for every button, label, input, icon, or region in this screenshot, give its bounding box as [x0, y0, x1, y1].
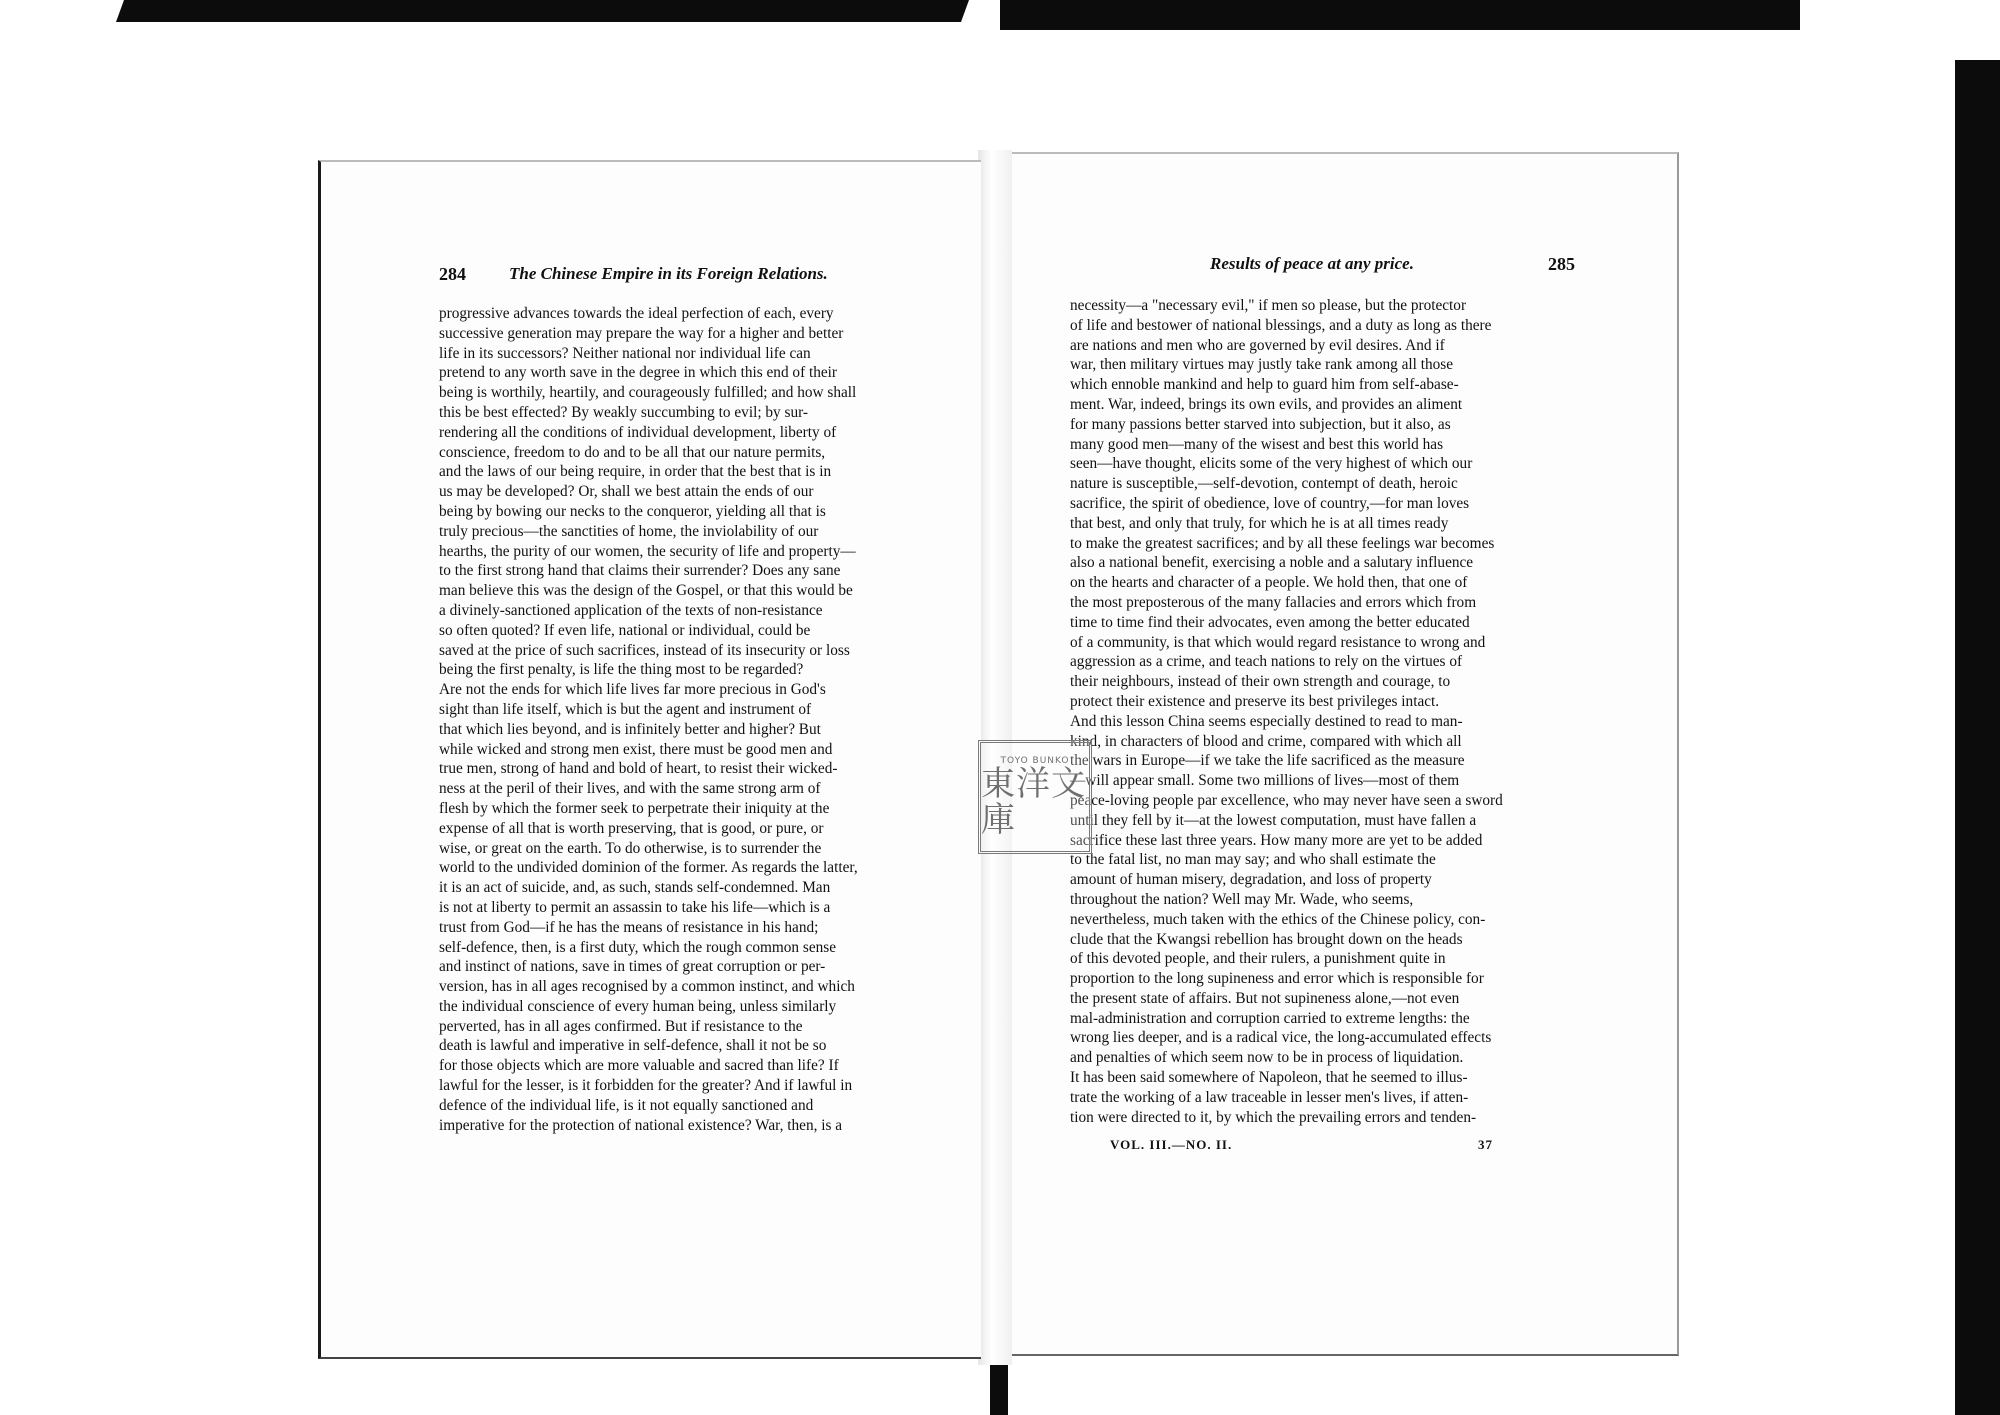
right-body-text: [1070, 296, 1580, 1127]
text-line: a divinely-sanctioned application of the texts of non-resistance: [439, 601, 823, 619]
text-line: death is lawful and imperative in self-defence, shall it not be so: [439, 1037, 827, 1055]
text-line: It has been said somewhere of Napoleon, that he seemed to illus-: [1070, 1069, 1468, 1087]
text-line: self-defence, then, is a first duty, which the rough common sense: [439, 938, 837, 956]
text-line: the wars in Europe—if we take the life sacrificed as the measure: [1070, 752, 1465, 770]
left-page-number: 284: [439, 264, 466, 284]
text-line: it is an act of suicide, and, as such, stands self-condemned. Man: [439, 879, 831, 897]
text-line: war, then military virtues may justly take rank among all those: [1070, 356, 1453, 374]
text-line: that which lies beyond, and is infinitely better and higher? But: [439, 720, 821, 738]
sheet-number: 37: [1478, 1137, 1493, 1152]
text-line: tion were directed to it, by which the prevailing errors and tenden-: [1070, 1108, 1477, 1126]
text-line: nature is susceptible,—self-devotion, contempt of death, heroic: [1070, 475, 1458, 493]
text-line: seen—have thought, elicits some of the very highest of which our: [1070, 455, 1473, 473]
text-line: and instinct of nations, save in times of great corruption or per-: [439, 958, 826, 976]
right-page: [1012, 152, 1679, 1356]
text-line: are nations and men who are governed by evil desires. And if: [1070, 336, 1445, 354]
text-line: progressive advances towards the ideal perfection of each, every: [439, 305, 834, 322]
text-line: kind, in characters of blood and crime, compared with which all: [1070, 732, 1462, 750]
text-line: proportion to the long supineness and error which is responsible for: [1070, 970, 1484, 988]
text-line: saved at the price of such sacrifices, instead of its insecurity or loss: [439, 641, 850, 659]
left-page-header: [439, 264, 959, 288]
text-line: true men, strong of hand and bold of heart, to resist their wicked-: [439, 760, 838, 778]
text-line: while wicked and strong men exist, there must be good men and: [439, 740, 833, 758]
text-line: which ennoble mankind and help to guard him from self-abase-: [1070, 376, 1459, 394]
text-line: the present state of affairs. But not supineness alone,—not even: [1070, 989, 1460, 1007]
scan-edge-top-left: [116, 0, 969, 22]
text-line: Are not the ends for which life lives far more precious in God's: [439, 681, 826, 699]
text-line: And this lesson China seems especially destined to read to man-: [1070, 712, 1463, 730]
text-line: conscience, freedom to do and to be all that our nature permits,: [439, 443, 826, 461]
scan-edge-top-right: [1000, 0, 1800, 30]
text-line: ness at the peril of their lives, and with the same strong arm of: [439, 780, 821, 798]
text-line: successive generation may prepare the way for a higher and better: [439, 324, 844, 342]
text-line: until they fell by it—at the lowest computation, must have fallen a: [1070, 811, 1477, 829]
text-line: and penalties of which seem now to be in process of liquidation.: [1070, 1049, 1464, 1067]
text-line: being the first penalty, is life the thing most to be regarded?: [439, 661, 804, 679]
text-line: to make the greatest sacrifices; and by all these feelings war becomes: [1070, 534, 1495, 552]
text-line: peace-loving people par excellence, who may never have seen a sword: [1070, 791, 1503, 809]
text-line: on the hearts and character of a people. We hold then, that one of: [1070, 574, 1468, 592]
stamp-seal-glyphs: 東洋文庫: [981, 764, 1086, 840]
text-line: life in its successors? Neither national nor individual life can: [439, 344, 811, 362]
text-line: pretend to any worth save in the degree in which this end of their: [439, 364, 838, 382]
text-line: lawful for the lesser, is it forbidden for the greater? And if lawful in: [439, 1077, 853, 1095]
text-line: wrong lies deeper, and is a radical vice, the long-accumulated effects: [1070, 1029, 1492, 1047]
left-body-text: [439, 304, 949, 1135]
scan-edge-spine: [990, 1360, 1008, 1415]
stamp-label: TOYO BUNKO: [1000, 756, 1070, 766]
page-footer: [1070, 1137, 1580, 1157]
text-line: of a community, is that which would regard resistance to wrong and: [1070, 633, 1486, 651]
text-line: man believe this was the design of the Gospel, or that this would be: [439, 582, 853, 600]
text-line: —will appear small. Some two millions of lives—most of them: [1070, 772, 1460, 790]
text-line: flesh by which the former seek to perpetrate their iniquity at the: [439, 799, 830, 817]
right-page-number: 285: [1548, 254, 1575, 274]
text-line: defence of the individual life, is it not equally sanctioned and: [439, 1096, 814, 1114]
text-line: that best, and only that truly, for which he is at all times ready: [1070, 514, 1449, 532]
text-line: protect their existence and preserve its best privileges intact.: [1070, 692, 1440, 710]
text-line: many good men—many of the wisest and best this world has: [1070, 435, 1444, 453]
text-line: so often quoted? If even life, national or individual, could be: [439, 621, 811, 639]
text-line: hearths, the purity of our women, the security of life and property—: [439, 542, 856, 560]
text-line: this be best effected? By weakly succumbing to evil; by sur-: [439, 403, 808, 421]
text-line: wise, or great on the earth. To do otherwise, is to surrender the: [439, 839, 822, 857]
text-line: clude that the Kwangsi rebellion has brought down on the heads: [1070, 930, 1463, 948]
text-line: world to the undivided dominion of the former. As regards the latter,: [439, 859, 858, 877]
text-line: trust from God—if he has the means of resistance in his hand;: [439, 918, 819, 936]
text-line: sight than life itself, which is but the agent and instrument of: [439, 700, 812, 718]
text-line: being is worthily, heartily, and courageously fulfilled; and how shall: [439, 384, 857, 402]
text-line: the most preposterous of the many fallacies and errors which from: [1070, 593, 1477, 611]
text-line: to the first strong hand that claims their surrender? Does any sane: [439, 562, 841, 580]
text-line: perverted, has in all ages confirmed. But if resistance to the: [439, 1017, 803, 1035]
volume-signature: VOL. III.—NO. II.: [1110, 1137, 1233, 1152]
text-line: for those objects which are more valuable and sacred than life? If: [439, 1057, 839, 1075]
text-line: necessity—a "necessary evil," if men so please, but the protector: [1070, 297, 1467, 314]
text-line: of this devoted people, and their rulers, a punishment quite in: [1070, 950, 1446, 968]
library-stamp: [978, 740, 1092, 854]
text-line: for many passions better starved into subjection, but it also, as: [1070, 415, 1451, 433]
right-running-title: Results of peace at any price.: [1210, 254, 1414, 273]
text-line: imperative for the protection of national existence? War, then, is a: [439, 1116, 843, 1134]
left-page: [318, 160, 981, 1359]
text-line: their neighbours, instead of their own strength and courage, to: [1070, 673, 1451, 691]
text-line: of life and bestower of national blessings, and a duty as long as there: [1070, 316, 1492, 334]
text-line: expense of all that is worth preserving, that is good, or pure, or: [439, 819, 824, 837]
text-line: is not at liberty to permit an assassin to take his life—which is a: [439, 898, 831, 916]
text-line: version, has in all ages recognised by a common instinct, and which: [439, 978, 855, 996]
text-line: amount of human misery, degradation, and loss of property: [1070, 871, 1432, 889]
text-line: truly precious—the sanctities of home, the inviolability of our: [439, 522, 819, 540]
text-line: time to time find their advocates, even among the better educated: [1070, 613, 1470, 631]
text-line: mal-administration and corruption carried to extreme lengths: the: [1070, 1009, 1470, 1027]
text-line: to the fatal list, no man may say; and who shall estimate the: [1070, 851, 1436, 869]
text-line: the individual conscience of every human being, unless similarly: [439, 997, 837, 1015]
text-line: aggression as a crime, and teach nations to rely on the virtues of: [1070, 653, 1463, 671]
text-line: trate the working of a law traceable in lesser men's lives, if atten-: [1070, 1088, 1469, 1106]
text-line: sacrifice these last three years. How many more are yet to be added: [1070, 831, 1483, 849]
right-page-header: [1070, 254, 1590, 278]
text-line: us may be developed? Or, shall we best attain the ends of our: [439, 483, 814, 501]
text-line: ment. War, indeed, brings its own evils, and provides an aliment: [1070, 395, 1463, 413]
text-line: being by bowing our necks to the conqueror, yielding all that is: [439, 502, 826, 520]
text-line: and the laws of our being require, in order that the best that is in: [439, 463, 832, 481]
text-line: throughout the nation? Well may Mr. Wade, who seems,: [1070, 890, 1414, 908]
scan-edge-right: [1955, 60, 2000, 1415]
text-line: rendering all the conditions of individual development, liberty of: [439, 423, 837, 441]
text-line: nevertheless, much taken with the ethics of the Chinese policy, con-: [1070, 910, 1486, 928]
left-running-title: The Chinese Empire in its Foreign Relations.: [509, 264, 828, 283]
text-line: also a national benefit, exercising a noble and a salutary influence: [1070, 554, 1474, 572]
text-line: sacrifice, the spirit of obedience, love of country,—for man loves: [1070, 494, 1470, 512]
